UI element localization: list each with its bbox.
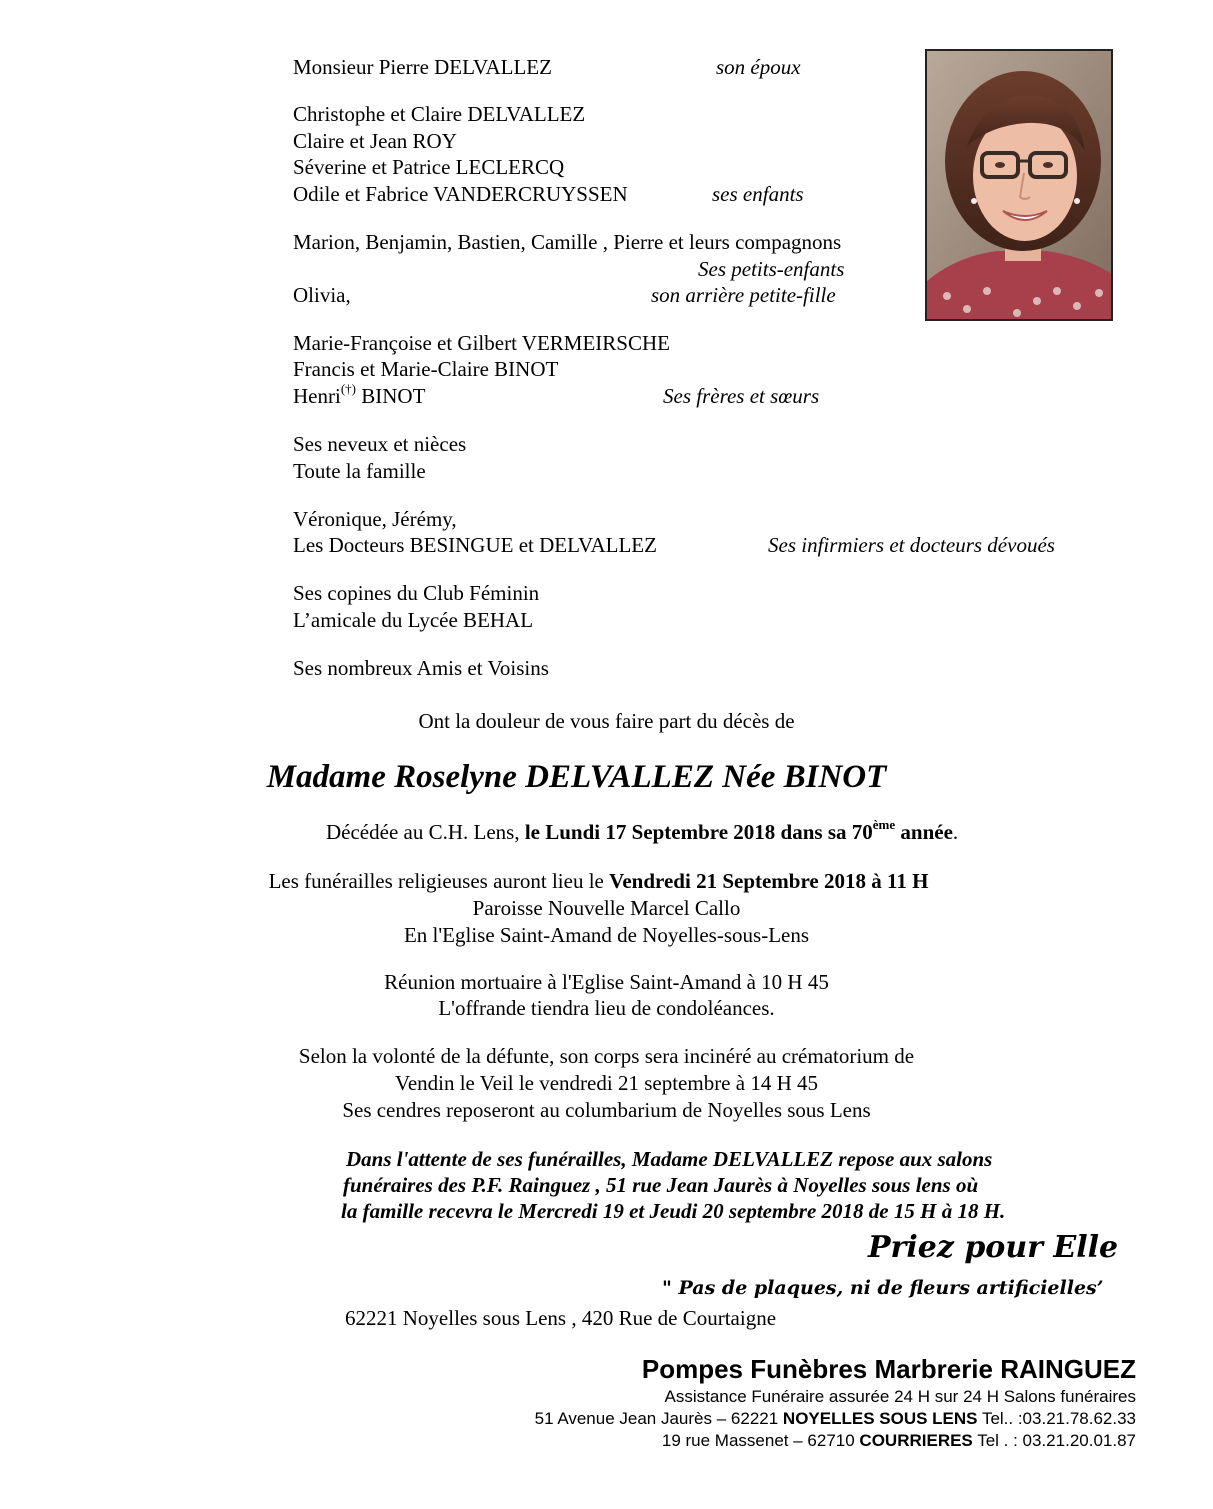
cremation-2: Vendin le Veil le vendredi 21 septembre à 14 H 45 xyxy=(394,1071,818,1095)
office-1-tel: Tel.. :03.21.78.62.33 xyxy=(981,1409,1136,1428)
portrait-photo xyxy=(925,49,1113,321)
child-1: Christophe et Claire DELVALLEZ xyxy=(293,102,586,126)
sibling-3-first: Henri xyxy=(293,384,341,408)
portrait-illustration xyxy=(927,51,1113,321)
death-period: . xyxy=(952,820,959,844)
deceased-name: Madame Roselyne DELVALLEZ Née BINOT xyxy=(266,759,887,795)
funeral-home-name: Pompes Funèbres Marbrerie RAINGUEZ xyxy=(641,1354,1136,1384)
child-2: Claire et Jean ROY xyxy=(293,129,457,153)
no-flowers-note: " Pas de plaques, ni de fleurs artificielles’ xyxy=(662,1277,1104,1299)
extended-2: Toute la famille xyxy=(293,459,426,483)
death-prefix: Décédée au C.H. Lens, xyxy=(326,820,520,844)
cremation-1: Selon la volonté de la défunte, son corps sera incinéré au crématorium de xyxy=(298,1044,915,1068)
prayer: Priez pour Elle xyxy=(868,1230,1119,1265)
children-relation: ses enfants xyxy=(712,182,804,206)
club-2: L’amicale du Lycée BEHAL xyxy=(293,608,534,632)
office-2-city: COURRIERES xyxy=(859,1431,973,1450)
friends: Ses nombreux Amis et Voisins xyxy=(293,656,549,680)
great-grandchild-name: Olivia, xyxy=(293,283,351,307)
spouse-relation: son époux xyxy=(716,55,801,79)
announcement-intro: Ont la douleur de vous faire part du décès de xyxy=(418,709,795,733)
carers-relation: Ses infirmiers et docteurs dévoués xyxy=(768,533,1055,557)
club-1: Ses copines du Club Féminin xyxy=(293,581,540,605)
grandchildren-names: Marion, Benjamin, Bastien, Camille , Pierre et leurs compagnons xyxy=(293,230,842,254)
death-date: le Lundi 17 Septembre 2018 dans sa 70 xyxy=(524,820,873,844)
family-address: 62221 Noyelles sous Lens , 420 Rue de Courtaigne xyxy=(345,1306,777,1330)
funeral-line-1 xyxy=(0,871,1205,892)
extended-1: Ses neveux et nièces xyxy=(293,432,467,456)
church: En l'Eglise Saint-Amand de Noyelles-sous-Lens xyxy=(403,923,810,947)
meeting: Réunion mortuaire à l'Eglise Saint-Amand à 10 H 45 xyxy=(384,970,829,994)
office-2-address: 19 rue Massenet – 62710 xyxy=(661,1431,855,1450)
office-1-address: 51 Avenue Jean Jaurès – 62221 xyxy=(534,1409,779,1428)
visitation-2: funéraires des P.F. Rainguez , 51 rue Jean Jaurès à Noyelles sous lens où xyxy=(343,1173,979,1197)
offering: L'offrande tiendra lieu de condoléances. xyxy=(438,996,775,1020)
death-sup: ème xyxy=(872,817,896,832)
spouse-name: Monsieur Pierre DELVALLEZ xyxy=(293,55,552,79)
funeral-home-service: Assistance Funéraire assurée 24 H sur 24 H Salons funéraires xyxy=(664,1387,1136,1406)
funeral-prefix: Les funérailles religieuses auront lieu le xyxy=(268,869,604,893)
carers-1: Véronique, Jérémy, xyxy=(293,507,457,531)
sibling-1: Marie-Françoise et Gilbert VERMEIRSCHE xyxy=(293,331,670,355)
parish: Paroisse Nouvelle Marcel Callo xyxy=(472,896,741,920)
sibling-3 xyxy=(293,381,426,408)
deceased-mark: (†) xyxy=(340,381,356,396)
cremation-3: Ses cendres reposeront au columbarium de Noyelles sous Lens xyxy=(342,1098,871,1122)
child-3: Séverine et Patrice LECLERCQ xyxy=(293,155,565,179)
office-2-tel: Tel . : 03.21.20.01.87 xyxy=(977,1431,1136,1450)
siblings-relation: Ses frères et sœurs xyxy=(663,384,820,408)
visitation-3: la famille recevra le Mercredi 19 et Jeudi 20 septembre 2018 de 15 H à 18 H. xyxy=(341,1199,1006,1223)
child-4: Odile et Fabrice VANDERCRUYSSEN xyxy=(293,182,628,206)
visitation-1: Dans l'attente de ses funérailles, Madame DELVALLEZ repose aux salons xyxy=(346,1147,993,1171)
great-grandchild-relation: son arrière petite-fille xyxy=(651,283,836,307)
sibling-2: Francis et Marie-Claire BINOT xyxy=(293,357,559,381)
funeral-home-office-2 xyxy=(662,1432,1136,1449)
office-1-city: NOYELLES SOUS LENS xyxy=(782,1409,978,1428)
sibling-3-last: BINOT xyxy=(361,384,426,408)
grandchildren-relation: Ses petits-enfants xyxy=(698,257,845,281)
death-line xyxy=(326,817,959,844)
funeral-home-office-1 xyxy=(535,1410,1136,1427)
death-suffix: année xyxy=(900,820,953,844)
funeral-date: Vendredi 21 Septembre 2018 à 11 H xyxy=(609,869,929,893)
carers-2: Les Docteurs BESINGUE et DELVALLEZ xyxy=(293,533,657,557)
